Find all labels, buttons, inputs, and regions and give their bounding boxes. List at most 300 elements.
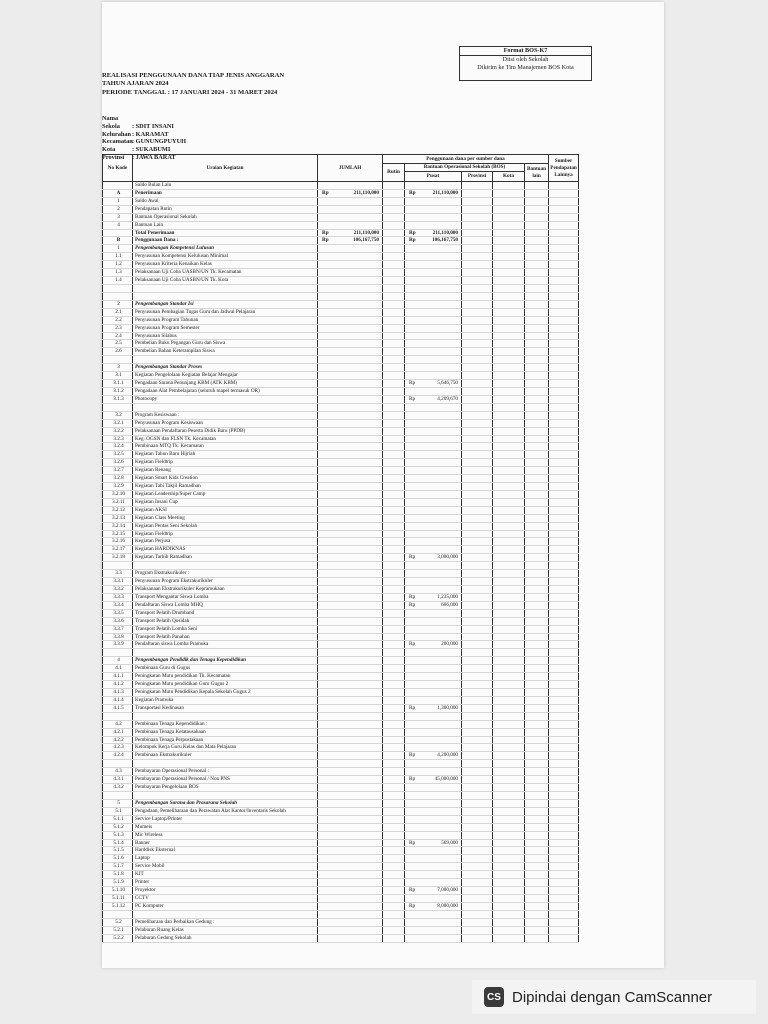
cell-bantuan-lain xyxy=(525,823,549,831)
cell-pusat xyxy=(405,427,462,435)
title-line-2: TAHUN AJARAN 2024 xyxy=(102,80,169,88)
cell-provinsi xyxy=(462,324,493,332)
cell-rutin xyxy=(383,855,405,863)
cell-code xyxy=(103,712,133,720)
table-row xyxy=(103,269,579,277)
cell-sumber-lain xyxy=(549,245,579,253)
cell-code: 5.1.12 xyxy=(103,902,133,910)
cell-pusat xyxy=(405,451,462,459)
table-row xyxy=(103,625,579,633)
amount-value: 666,000 xyxy=(441,601,458,608)
cell-bantuan-lain xyxy=(525,633,549,641)
cell-code: 3.3.4 xyxy=(103,601,133,609)
cell-rutin xyxy=(383,221,405,229)
cell-bantuan-lain xyxy=(525,308,549,316)
cell-description: Harddisk Eksternal xyxy=(133,847,318,855)
cell-jumlah xyxy=(318,728,383,736)
cell-description: Pendaftaran Siswa Lomba MHQ xyxy=(133,601,318,609)
cell-description: Transport Pelatih Panahan xyxy=(133,633,318,641)
table-row xyxy=(103,657,579,665)
cell-rutin xyxy=(383,823,405,831)
title-line-3: PERIODE TANGGAL : 17 JANUARI 2024 - 31 MARET 2024 xyxy=(102,88,278,96)
cell-sumber-lain xyxy=(549,704,579,712)
cell-provinsi xyxy=(462,910,493,918)
table-row xyxy=(103,720,579,728)
school-info-label: Kelurahan xyxy=(102,130,132,138)
cell-provinsi xyxy=(462,364,493,372)
cell-jumlah xyxy=(318,205,383,213)
cell-kota xyxy=(493,538,525,546)
cell-rutin xyxy=(383,586,405,594)
cell-bantuan-lain xyxy=(525,839,549,847)
table-row xyxy=(103,229,579,237)
cell-kota xyxy=(493,546,525,554)
cell-sumber-lain xyxy=(549,522,579,530)
cell-rutin xyxy=(383,839,405,847)
cell-provinsi xyxy=(462,784,493,792)
cell-pusat xyxy=(405,902,462,910)
cell-rutin xyxy=(383,831,405,839)
cell-bantuan-lain xyxy=(525,910,549,918)
cell-provinsi xyxy=(462,601,493,609)
cell-code xyxy=(103,284,133,292)
cell-provinsi xyxy=(462,340,493,348)
cell-jumlah xyxy=(318,475,383,483)
cell-sumber-lain xyxy=(549,673,579,681)
cell-pusat xyxy=(405,578,462,586)
cell-description: Service Laptop/Printer xyxy=(133,815,318,823)
cell-code: 2.6 xyxy=(103,348,133,356)
cell-code: 2.5 xyxy=(103,340,133,348)
cell-sumber-lain xyxy=(549,435,579,443)
cell-code: 3.3.8 xyxy=(103,633,133,641)
cell-kota xyxy=(493,554,525,562)
cell-code: 5.1.5 xyxy=(103,847,133,855)
cell-bantuan-lain xyxy=(525,815,549,823)
cell-description: Kegiatan Smart Kids Creation xyxy=(133,475,318,483)
cell-jumlah xyxy=(318,213,383,221)
cell-sumber-lain xyxy=(549,784,579,792)
cell-sumber-lain xyxy=(549,815,579,823)
cell-provinsi xyxy=(462,934,493,942)
cell-description: Pembinaan Tenaga Ketatausahaan xyxy=(133,728,318,736)
cell-rutin xyxy=(383,902,405,910)
cell-pusat xyxy=(405,712,462,720)
cell-provinsi xyxy=(462,633,493,641)
cell-bantuan-lain xyxy=(525,712,549,720)
cell-kota xyxy=(493,277,525,285)
cell-kota xyxy=(493,894,525,902)
cell-provinsi xyxy=(462,649,493,657)
cell-kota xyxy=(493,411,525,419)
cell-rutin xyxy=(383,712,405,720)
cell-bantuan-lain xyxy=(525,673,549,681)
table-row xyxy=(103,340,579,348)
cell-sumber-lain xyxy=(549,411,579,419)
table-row xyxy=(103,649,579,657)
cell-code: 3.2.12 xyxy=(103,506,133,514)
cell-provinsi xyxy=(462,284,493,292)
cell-code: 4.3 xyxy=(103,768,133,776)
cell-kota xyxy=(493,332,525,340)
cell-kota xyxy=(493,197,525,205)
cell-jumlah xyxy=(318,712,383,720)
cell-jumlah xyxy=(318,586,383,594)
cell-description: Pembinaan Tenaga Perpustakaan xyxy=(133,736,318,744)
cell-kota xyxy=(493,879,525,887)
cell-rutin xyxy=(383,189,405,197)
cell-pusat xyxy=(405,681,462,689)
cell-pusat xyxy=(405,855,462,863)
cell-sumber-lain xyxy=(549,467,579,475)
cell-kota xyxy=(493,586,525,594)
cell-bantuan-lain xyxy=(525,570,549,578)
cell-description: Printer xyxy=(133,879,318,887)
cell-jumlah xyxy=(318,490,383,498)
cell-provinsi xyxy=(462,847,493,855)
form-code: Format BOS-K7 xyxy=(460,47,591,56)
table-row xyxy=(103,411,579,419)
cell-sumber-lain xyxy=(549,490,579,498)
cell-kota xyxy=(493,926,525,934)
cell-provinsi xyxy=(462,815,493,823)
cell-description xyxy=(133,712,318,720)
cell-rutin xyxy=(383,182,405,190)
cell-kota xyxy=(493,213,525,221)
cell-sumber-lain xyxy=(549,728,579,736)
cell-pusat xyxy=(405,229,462,237)
cell-bantuan-lain xyxy=(525,277,549,285)
cell-pusat xyxy=(405,633,462,641)
cell-provinsi xyxy=(462,451,493,459)
cell-pusat xyxy=(405,324,462,332)
cell-sumber-lain xyxy=(549,395,579,403)
amount-value: 7,000,000 xyxy=(437,887,458,894)
cell-pusat xyxy=(405,736,462,744)
cell-sumber-lain xyxy=(549,253,579,261)
cell-jumlah xyxy=(318,744,383,752)
cell-code: 3.2.16 xyxy=(103,538,133,546)
table-row xyxy=(103,427,579,435)
cell-sumber-lain xyxy=(549,237,579,245)
cell-description: Kegiatan HARDIKNAS xyxy=(133,546,318,554)
cell-bantuan-lain xyxy=(525,926,549,934)
table-row xyxy=(103,760,579,768)
currency-label: Rp xyxy=(409,395,416,402)
cell-pusat xyxy=(405,910,462,918)
cell-bantuan-lain xyxy=(525,696,549,704)
cell-sumber-lain xyxy=(549,609,579,617)
cell-pusat xyxy=(405,649,462,657)
cell-pusat xyxy=(405,617,462,625)
cell-kota xyxy=(493,902,525,910)
form-send-note: Dikirim ke Tim Manajemen BOS Kota xyxy=(477,64,574,71)
cell-kota xyxy=(493,506,525,514)
cell-jumlah xyxy=(318,704,383,712)
table-row xyxy=(103,277,579,285)
cell-jumlah xyxy=(318,736,383,744)
cell-jumlah xyxy=(318,443,383,451)
cell-pusat xyxy=(405,419,462,427)
cell-jumlah xyxy=(318,617,383,625)
cell-sumber-lain xyxy=(549,712,579,720)
cell-sumber-lain xyxy=(549,649,579,657)
cell-kota xyxy=(493,427,525,435)
cell-pusat xyxy=(405,696,462,704)
cell-sumber-lain xyxy=(549,332,579,340)
cell-bantuan-lain xyxy=(525,451,549,459)
cell-description: Pengembangan Standar Isi xyxy=(133,300,318,308)
table-row xyxy=(103,601,579,609)
cell-provinsi xyxy=(462,562,493,570)
cell-pusat xyxy=(405,570,462,578)
cell-rutin xyxy=(383,245,405,253)
cell-code: 3.1.2 xyxy=(103,387,133,395)
cell-jumlah xyxy=(318,554,383,562)
cell-rutin xyxy=(383,277,405,285)
cell-bantuan-lain xyxy=(525,887,549,895)
table-row xyxy=(103,467,579,475)
cell-code: 3.2 xyxy=(103,411,133,419)
cell-jumlah xyxy=(318,768,383,776)
cell-rutin xyxy=(383,316,405,324)
cell-kota xyxy=(493,578,525,586)
amount-value: 1,235,000 xyxy=(437,593,458,600)
cell-description: Pengembangan Kompetensi Lulusan xyxy=(133,245,318,253)
cell-kota xyxy=(493,673,525,681)
cell-rutin xyxy=(383,269,405,277)
cell-jumlah xyxy=(318,784,383,792)
table-row xyxy=(103,435,579,443)
cell-sumber-lain xyxy=(549,459,579,467)
cell-description: Kegiatan Insani Cup xyxy=(133,498,318,506)
cell-code: 5.1.8 xyxy=(103,871,133,879)
cell-provinsi xyxy=(462,213,493,221)
cell-provinsi xyxy=(462,245,493,253)
cell-pusat xyxy=(405,483,462,491)
cell-sumber-lain xyxy=(549,197,579,205)
cell-description xyxy=(133,760,318,768)
cell-code: 4.1.5 xyxy=(103,704,133,712)
cell-provinsi xyxy=(462,879,493,887)
cell-code: 1 xyxy=(103,197,133,205)
table-row xyxy=(103,736,579,744)
cell-bantuan-lain xyxy=(525,625,549,633)
cell-rutin xyxy=(383,807,405,815)
cell-rutin xyxy=(383,744,405,752)
cell-rutin xyxy=(383,681,405,689)
cell-pusat xyxy=(405,530,462,538)
cell-kota xyxy=(493,593,525,601)
cell-rutin xyxy=(383,601,405,609)
cell-jumlah xyxy=(318,316,383,324)
cell-jumlah xyxy=(318,887,383,895)
table-row xyxy=(103,641,579,649)
cell-sumber-lain xyxy=(549,538,579,546)
cell-bantuan-lain xyxy=(525,681,549,689)
cell-kota xyxy=(493,839,525,847)
table-row xyxy=(103,284,579,292)
cell-rutin xyxy=(383,229,405,237)
cell-description: Transport Mengantar Siswa Lomba xyxy=(133,593,318,601)
cell-rutin xyxy=(383,760,405,768)
cell-bantuan-lain xyxy=(525,855,549,863)
table-row xyxy=(103,459,579,467)
cell-kota xyxy=(493,284,525,292)
cell-rutin xyxy=(383,395,405,403)
cell-bantuan-lain xyxy=(525,657,549,665)
table-row xyxy=(103,847,579,855)
cell-pusat xyxy=(405,364,462,372)
cell-kota xyxy=(493,601,525,609)
title-line-1: REALISASI PENGGUNAAN DANA TIAP JENIS ANGGARAN xyxy=(102,72,285,79)
cell-sumber-lain xyxy=(549,681,579,689)
cell-kota xyxy=(493,784,525,792)
cell-bantuan-lain xyxy=(525,649,549,657)
cell-kota xyxy=(493,807,525,815)
cell-rutin xyxy=(383,292,405,300)
cell-description: KIT xyxy=(133,871,318,879)
table-row xyxy=(103,926,579,934)
school-info-value: : KARAMAT xyxy=(132,130,169,138)
cell-jumlah xyxy=(318,823,383,831)
table-row xyxy=(103,253,579,261)
cell-pusat xyxy=(405,807,462,815)
cell-rutin xyxy=(383,213,405,221)
cell-pusat xyxy=(405,673,462,681)
cell-rutin xyxy=(383,372,405,380)
cell-jumlah xyxy=(318,609,383,617)
cell-provinsi xyxy=(462,538,493,546)
cell-rutin xyxy=(383,768,405,776)
cell-jumlah xyxy=(318,324,383,332)
cell-jumlah xyxy=(318,696,383,704)
cell-provinsi xyxy=(462,768,493,776)
cell-pusat xyxy=(405,490,462,498)
cell-kota xyxy=(493,498,525,506)
cell-jumlah xyxy=(318,807,383,815)
cell-provinsi xyxy=(462,625,493,633)
cell-rutin xyxy=(383,205,405,213)
cell-rutin xyxy=(383,332,405,340)
cell-provinsi xyxy=(462,427,493,435)
cell-description: Peningkatan Mutu Pendidikan Kepala Sekolah Gugus 2 xyxy=(133,689,318,697)
cell-provinsi xyxy=(462,514,493,522)
cell-kota xyxy=(493,387,525,395)
table-row xyxy=(103,910,579,918)
cell-kota xyxy=(493,364,525,372)
header-pusat: Pusat xyxy=(405,172,462,182)
cell-bantuan-lain xyxy=(525,586,549,594)
cell-description xyxy=(133,403,318,411)
table-body xyxy=(103,182,579,943)
cell-code: 4.1.1 xyxy=(103,673,133,681)
cell-provinsi xyxy=(462,403,493,411)
cell-rutin xyxy=(383,696,405,704)
cell-jumlah xyxy=(318,546,383,554)
cell-pusat xyxy=(405,308,462,316)
cell-bantuan-lain xyxy=(525,799,549,807)
cell-jumlah xyxy=(318,403,383,411)
cell-provinsi xyxy=(462,292,493,300)
cell-sumber-lain xyxy=(549,926,579,934)
table-row xyxy=(103,419,579,427)
currency-label: Rp xyxy=(322,189,329,196)
cell-pusat xyxy=(405,443,462,451)
cell-jumlah xyxy=(318,649,383,657)
amount-value: 211,110,000 xyxy=(432,189,458,196)
cell-jumlah xyxy=(318,380,383,388)
currency-label: Rp xyxy=(409,704,416,711)
table-row xyxy=(103,617,579,625)
form-fill-note: Diisi oleh Sekolah xyxy=(502,56,549,63)
cell-kota xyxy=(493,934,525,942)
cell-provinsi xyxy=(462,229,493,237)
cell-sumber-lain xyxy=(549,902,579,910)
cell-rutin xyxy=(383,926,405,934)
cell-rutin xyxy=(383,451,405,459)
cell-code: 3.3.6 xyxy=(103,617,133,625)
cell-sumber-lain xyxy=(549,918,579,926)
cell-provinsi xyxy=(462,744,493,752)
camscanner-icon: CS xyxy=(484,987,504,1007)
cell-pusat xyxy=(405,926,462,934)
cell-sumber-lain xyxy=(549,593,579,601)
cell-rutin xyxy=(383,720,405,728)
cell-provinsi xyxy=(462,261,493,269)
table-row xyxy=(103,554,579,562)
cell-pusat xyxy=(405,189,462,197)
cell-jumlah xyxy=(318,459,383,467)
cell-provinsi xyxy=(462,704,493,712)
cell-provinsi xyxy=(462,348,493,356)
cell-code: 5.1.6 xyxy=(103,855,133,863)
cell-bantuan-lain xyxy=(525,831,549,839)
amount-value: 106,167,750 xyxy=(353,237,379,244)
cell-pusat xyxy=(405,546,462,554)
cell-kota xyxy=(493,831,525,839)
cell-pusat xyxy=(405,601,462,609)
cell-pusat xyxy=(405,498,462,506)
cell-code: 5.1.9 xyxy=(103,879,133,887)
table-row xyxy=(103,380,579,388)
cell-provinsi xyxy=(462,237,493,245)
cell-kota xyxy=(493,752,525,760)
cell-provinsi xyxy=(462,459,493,467)
cell-jumlah xyxy=(318,356,383,364)
cell-sumber-lain xyxy=(549,451,579,459)
cell-bantuan-lain xyxy=(525,617,549,625)
cell-kota xyxy=(493,300,525,308)
cell-sumber-lain xyxy=(549,300,579,308)
cell-code: 2.2 xyxy=(103,316,133,324)
cell-description: Kegiatan Pramuka xyxy=(133,696,318,704)
table-row xyxy=(103,728,579,736)
cell-jumlah xyxy=(318,689,383,697)
cell-bantuan-lain xyxy=(525,665,549,673)
cell-jumlah xyxy=(318,752,383,760)
cell-code: B xyxy=(103,237,133,245)
table-row xyxy=(103,578,579,586)
cell-pusat xyxy=(405,625,462,633)
cell-bantuan-lain xyxy=(525,736,549,744)
cell-description: Pembayaran Operasional Personal : xyxy=(133,768,318,776)
cell-sumber-lain xyxy=(549,696,579,704)
cell-jumlah xyxy=(318,348,383,356)
cell-description: Pembinaan Tenaga Kependidikan : xyxy=(133,720,318,728)
cell-provinsi xyxy=(462,902,493,910)
cell-pusat xyxy=(405,689,462,697)
